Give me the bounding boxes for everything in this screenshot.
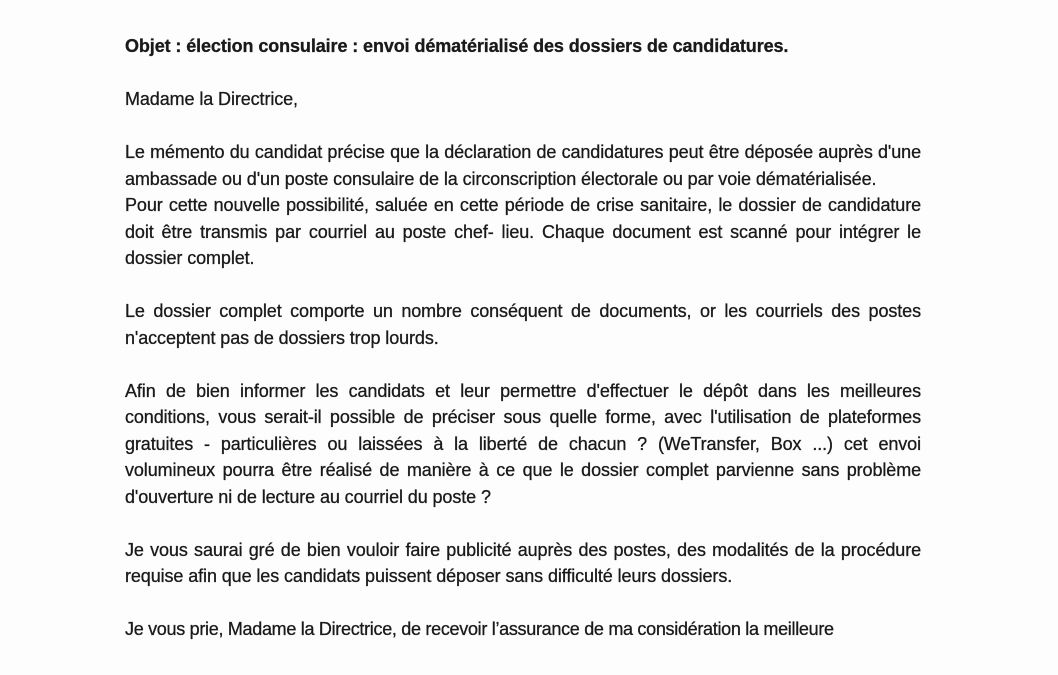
paragraph-memento: Le mémento du candidat précise que la déclaration de candidatures peut être déposée auprès d'une ambassade ou d'un poste consulaire de la circonscription électorale ou par voie dématérialisée.	[125, 142, 921, 189]
paragraph-volume: Le dossier complet comporte un nombre conséquent de documents, or les courriels des postes n'acceptent pas de dossiers trop lourds.	[125, 301, 921, 348]
paragraph-publicite: Je vous saurai gré de bien vouloir faire publicité auprès des postes, des modalités de la procédure requise afin que les candidats puissent déposer sans difficulté leurs dossiers.	[125, 539, 921, 586]
closing-line: Je vous prie, Madame la Directrice, de recevoir l’assurance de ma considération la meilleure	[125, 619, 834, 639]
paragraph-modalites: Afin de bien informer les candidats et leur permettre d'effectuer le dépôt dans les meilleures conditions, vous serait-il possible de préciser sous quelle forme, avec l'utilisation de plateformes gratuites - particulières ou laissées à la liberté de chacun ? (WeTransfer, Box ...) cet envoi volumineux pourra être réalisé de manière à ce que le dossier complet parvienne sans problème d'ouverture ni de lecture au courriel du poste ?	[125, 380, 921, 507]
letter-body	[125, 33, 921, 643]
salutation: Madame la Directrice,	[125, 89, 298, 109]
paragraph-transmission: Pour cette nouvelle possibilité, saluée en cette période de crise sanitaire, le dossier de candidature doit être transmis par courriel au poste chef- lieu. Chaque document est scanné pour intégrer le dossier complet.	[125, 195, 921, 268]
subject-line: Objet : élection consulaire : envoi dématérialisé des dossiers de candidatures.	[125, 36, 789, 56]
